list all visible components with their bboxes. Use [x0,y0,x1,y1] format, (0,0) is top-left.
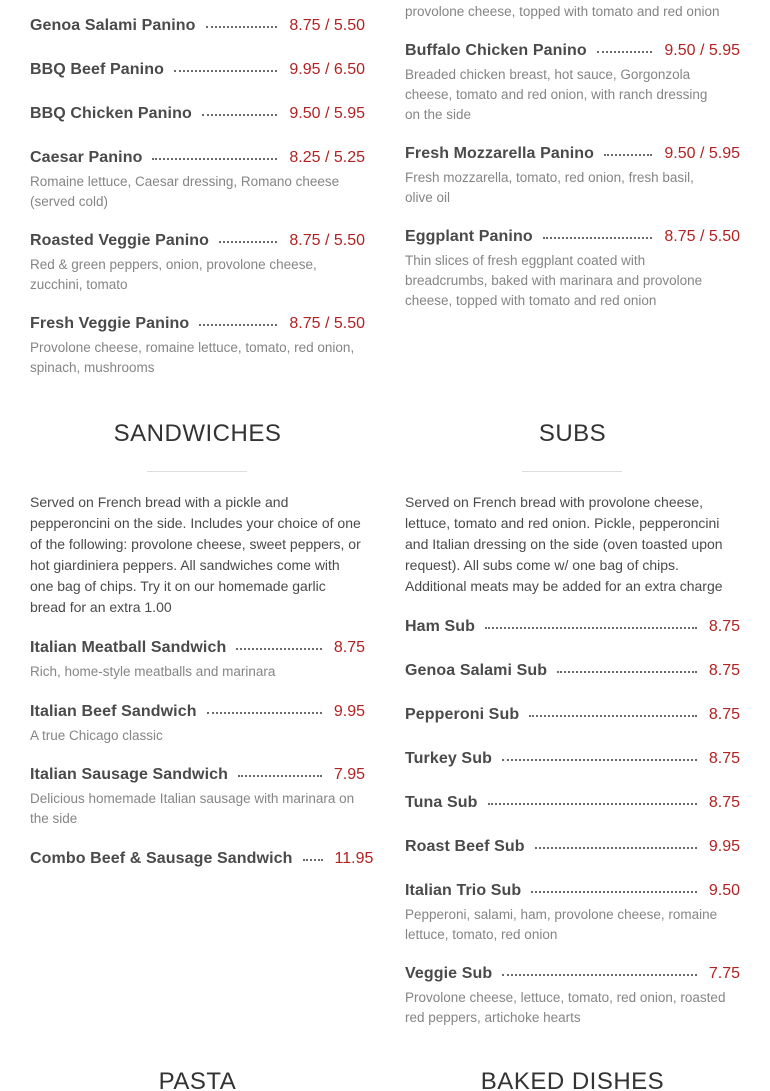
item-price: 9.95 [333,703,365,720]
dot-leader [174,70,277,72]
menu-item [405,706,740,728]
menu-item [30,105,365,127]
dot-leader [557,671,697,673]
item-description: Red & green peppers, onion, provolone cheese, zucchini, tomato [30,257,317,292]
item-price: 9.50 [708,882,740,899]
menu-item [405,838,740,860]
item-description: Pepperoni, salami, ham, provolone cheese, romaine lettuce, tomato, red onion [405,907,718,942]
menu-item [405,662,740,684]
item-name: Italian Sausage Sandwich [30,766,229,783]
item-description: Romaine lettuce, Caesar dressing, Romano cheese (served cold) [30,174,340,209]
menu-item [30,766,365,829]
item-name: Roast Beef Sub [405,838,525,855]
item-description: Provolone cheese, romaine lettuce, tomato, red onion, spinach, mushrooms [30,340,355,375]
item-description: Thin slices of fresh eggplant coated with breadcrumbs, baked with marinara and provolone cheese, topped with tomato and red onion [405,253,703,308]
item-name: Tuna Sub [405,794,478,811]
menu-item [30,315,365,378]
item-price: 8.75 [333,639,365,656]
dot-leader [529,715,697,717]
item-price: 8.75 [708,706,740,723]
item-price: 8.75 [708,750,740,767]
section-intro: Served on French bread with a pickle and pepperoncini on the side. Includes your choice of one of the following: provolone cheese, sweet peppers, or hot giardiniera peppers. All sandwiches come with one bag of chips. Try it on our homemade garlic bread for an extra 1.00 [30,494,361,615]
dot-leader [152,158,277,160]
menu-item [405,794,740,816]
item-price: 9.50 / 5.95 [289,105,365,122]
dot-leader [535,847,697,849]
section-title-subs: SUBS [538,420,607,447]
item-name: Fresh Veggie Panino [30,315,190,332]
dot-leader [206,26,278,28]
dot-leader [502,974,697,976]
menu-item [30,61,365,83]
item-name: Ham Sub [405,618,476,635]
menu-item [30,850,374,872]
dot-leader [485,627,697,629]
menu-item [405,42,740,125]
item-price: 9.50 / 5.95 [664,42,740,59]
menu-item [405,228,740,311]
item-price: 8.75 [708,794,740,811]
dot-leader [219,241,277,243]
dot-leader [488,803,697,805]
dot-leader [604,154,652,156]
item-name: Italian Meatball Sandwich [30,639,227,656]
item-price: 8.75 / 5.50 [664,228,740,245]
item-description: Provolone cheese, lettuce, tomato, red onion, roasted red peppers, artichoke hearts [405,990,726,1025]
dot-leader [597,51,653,53]
item-price: 9.95 [708,838,740,855]
item-name: Fresh Mozzarella Panino [405,145,595,162]
item-price: 7.75 [708,965,740,982]
dot-leader [303,859,323,861]
dot-leader [202,114,278,116]
item-price: 8.75 / 5.50 [289,232,365,249]
dot-leader [238,775,322,777]
dot-leader [502,759,697,761]
section-divider [147,471,247,472]
dot-leader [531,891,697,893]
item-price: 8.75 / 5.50 [289,315,365,332]
section-title-baked-dishes: BAKED DISHES [480,1068,665,1091]
dot-leader [543,237,653,239]
menu-item [405,145,740,208]
item-name: BBQ Chicken Panino [30,105,192,122]
dot-leader [236,648,322,650]
menu-item [405,618,740,640]
menu-item [405,965,740,1028]
item-description: A true Chicago classic [30,728,163,743]
section-divider [522,471,622,472]
menu-item [30,17,365,39]
item-price: 8.75 / 5.50 [289,17,365,34]
dot-leader [207,712,322,714]
item-price: 8.75 [708,618,740,635]
menu-item [405,750,740,772]
item-name: Combo Beef & Sausage Sandwich [30,850,293,867]
menu-item [30,703,365,746]
item-name: Veggie Sub [405,965,493,982]
item-name: Italian Trio Sub [405,882,522,899]
item-name: Roasted Veggie Panino [30,232,210,249]
item-price: 9.50 / 5.95 [664,145,740,162]
item-name: Pepperoni Sub [405,706,520,723]
dot-leader [199,324,277,326]
item-name: BBQ Beef Panino [30,61,164,78]
item-description: Breaded chicken breast, hot sauce, Gorgonzola cheese, tomato and red onion, with ranch dressing on the side [405,67,708,122]
section-title-sandwiches: SANDWICHES [113,420,282,447]
item-description: Delicious homemade Italian sausage with marinara on the side [30,791,355,826]
menu-item [30,639,365,682]
item-name: Italian Beef Sandwich [30,703,197,720]
menu-item [30,149,365,212]
item-price: 9.95 / 6.50 [289,61,365,78]
item-price: 7.95 [333,766,365,783]
item-name: Caesar Panino [30,149,143,166]
item-price: 8.75 [708,662,740,679]
menu-item [405,882,740,945]
item-description-continued: provolone cheese, topped with tomato and red onion [405,4,720,19]
item-description: Rich, home-style meatballs and marinara [30,664,276,679]
menu-item [30,232,365,295]
item-description: Fresh mozzarella, tomato, red onion, fresh basil, olive oil [405,170,694,205]
item-name: Eggplant Panino [405,228,533,245]
section-title-pasta: PASTA [158,1068,237,1091]
item-name: Buffalo Chicken Panino [405,42,587,59]
item-price: 8.25 / 5.25 [289,149,365,166]
section-intro: Served on French bread with provolone cheese, lettuce, tomato and red onion. Pickle, pepperoncini and Italian dressing on the side (oven toasted upon request). All subs come w/ one bag of chips. Additional meats may be added for an extra charge [405,494,723,594]
item-price: 11.95 [334,850,374,867]
item-name: Turkey Sub [405,750,492,767]
item-name: Genoa Salami Panino [30,17,196,34]
item-name: Genoa Salami Sub [405,662,548,679]
